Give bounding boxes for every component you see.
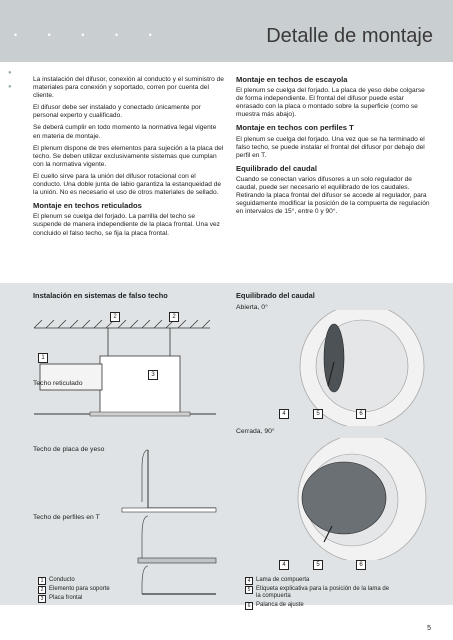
plaster-board [138,558,216,563]
callout-2: 2 [110,312,120,322]
mounting-diagrams [30,318,220,598]
paragraph: El difusor debe ser instalado y conectado únicamente por personal experto y cualificado. [33,104,201,120]
paragraph: El plenum dispone de tres elementos para sujeción a la placa del techo. Se deben utilizar exclusivamente sistemas que cumplan con la normativa vigente. [33,144,224,168]
callout-1: 1 [38,353,48,363]
legend-item: 4 Lama de compuerta [245,577,395,585]
callout-5: 5 [313,560,323,570]
callout-3: 3 [148,370,158,380]
paragraph: La instalación del difusor, conexión al conducto y el suministro de materiales para conexión y soportado, corren por cuenta del cliente. [33,76,224,100]
closed-label: Cerrada, 90° [236,428,275,435]
label-techo-perfiles: Techo de perfiles en T [33,514,100,521]
header-dots: • • • • • [14,30,166,40]
legend-item: 6 Palanca de ajuste [245,602,395,610]
damper-closed-diagram [252,438,442,560]
bullet-icon: ● [8,84,12,90]
legend-item: 2 Elemento para soporte [38,586,218,594]
page-number: 5 [427,625,431,632]
paragraph: El plenum se cuelga del forjado. Una vez que se ha terminado el falso techo, se puede instalar el frontal del difusor por debajo del perfil en T. [236,135,425,159]
legend-item: 3 Placa frontal [38,595,218,603]
paragraph: El plenum se cuelga del forjado. La parrilla del techo se suspende de manera independiente de la placa frontal. Una vez concluido el falso techo, se fija la placa frontal. [33,213,220,237]
plenum-box [100,356,180,414]
legend-left [38,577,218,604]
damper-blade [302,462,386,534]
paragraph: El cuello sirve para la unión del difusor rotacional con el conducto. Una doble junta de labio garantiza la estanqueidad de la unión. No es necesario el uso de otros materiales de sellado. [33,172,222,197]
callout-4: 4 [279,560,289,570]
section-heading: Montaje en techos de escayola [236,75,348,84]
label-techo-yeso: Techo de placa de yeso [33,446,105,453]
callout-5: 5 [313,409,323,419]
right-text-column [236,76,432,220]
gypsum-board [122,508,216,512]
gypsum-ceiling [148,450,216,508]
callout-6: 6 [356,409,366,419]
paragraph: Cuando se conectan varios difusores a un solo regulador de caudal, puede ser necesario el equilibrado de los caudales. Retirando la placa frontal del difusor se accede al regulador, para seguidamente modificar la posición de la compuerta de regulación en intervalos de 15°, entre 0 y 90°. [236,175,430,216]
legend-item: 5 Etiqueta explicativa para la posición de la lama de la compuerta [245,586,395,601]
callout-2: 2 [169,312,179,322]
section-heading: Montaje en techos con perfiles T [236,123,354,133]
balancing-title: Equilibrado del caudal [236,291,315,300]
legend-right [245,577,395,611]
ceiling-slab [34,320,210,328]
paragraph: El plenum se cuelga del forjado. La placa de yeso debe colgarse de forma independiente. El frontal del difusor puede estar enrasado con la placa o montado sobre la superficie (como se muestra más abajo). [236,87,425,119]
label-techo-reticulado: Techo reticulado [33,380,83,387]
callout-4: 4 [279,409,289,419]
front-plate [90,412,190,416]
section-heading: Equilibrado del caudal [236,163,318,173]
legend-item: 1 Conducto [38,577,218,585]
paragraph: Se deberá cumplir en todo momento la normativa legal vigente en materia de montaje. [33,124,217,140]
callout-6: 6 [356,560,366,570]
installation-title: Instalación en sistemas de falso techo [33,291,168,300]
section-heading: Montaje en techos reticulados [33,201,142,211]
page-title: Detalle de montaje [266,25,433,47]
open-label: Abierta, 0° [236,304,268,311]
left-text-column [33,76,225,242]
damper-blade [324,324,344,392]
bullet-icon: ● [8,70,12,76]
